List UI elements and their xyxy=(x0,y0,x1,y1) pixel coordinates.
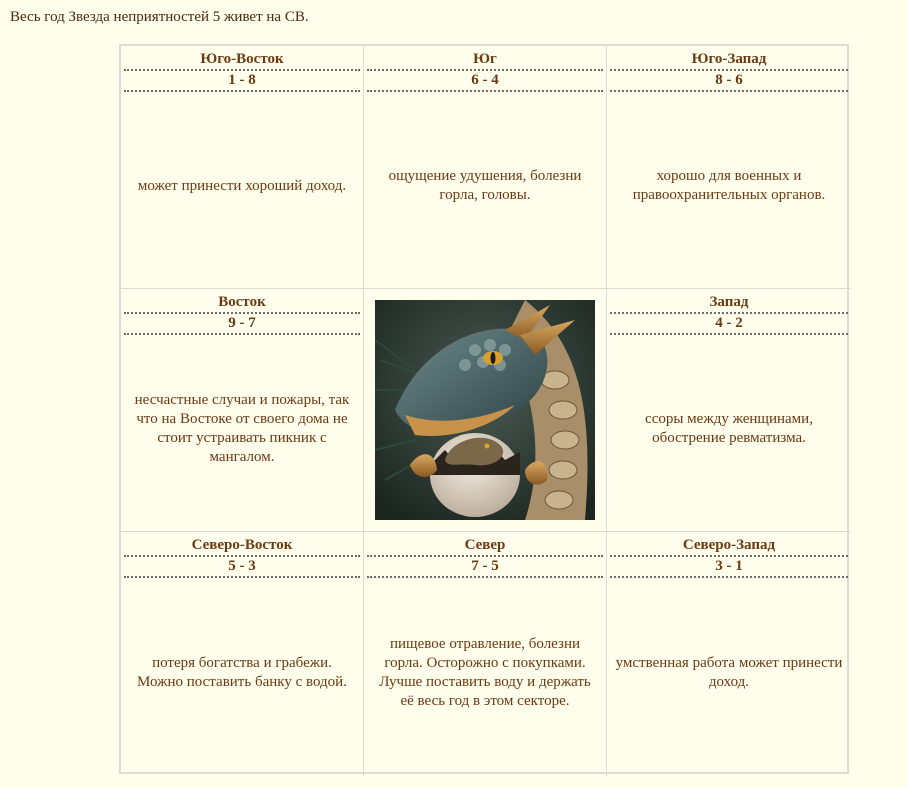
sector-numbers: 9 - 7 xyxy=(124,314,360,335)
sector-north-east xyxy=(121,532,364,776)
sector-description: несчастные случаи и пожары, так что на Востоке от своего дома не стоит устраивать пикник с мангалом. xyxy=(134,392,350,465)
sector-description: ссоры между женщинами, обострение ревматизма. xyxy=(645,411,813,446)
sector-direction: Север xyxy=(367,535,603,557)
sector-description: хорошо для военных и правоохранительных органов. xyxy=(632,168,826,203)
sector-direction: Северо-Восток xyxy=(124,535,360,557)
sector-numbers: 5 - 3 xyxy=(124,557,360,578)
sector-numbers: 4 - 2 xyxy=(610,314,848,335)
sector-direction: Юго-Запад xyxy=(610,49,848,71)
sector-west xyxy=(607,289,851,532)
sector-numbers: 6 - 4 xyxy=(367,71,603,92)
sector-north-west xyxy=(607,532,851,776)
sector-numbers: 8 - 6 xyxy=(610,71,848,92)
sector-direction: Юго-Восток xyxy=(124,49,360,71)
sector-description: умственная работа может принести доход. xyxy=(615,655,843,690)
sector-description: может принести хороший доход. xyxy=(137,177,347,194)
sector-direction: Северо-Запад xyxy=(610,535,848,557)
sector-direction: Юг xyxy=(367,49,603,71)
sector-numbers: 1 - 8 xyxy=(124,71,360,92)
sector-east xyxy=(121,289,364,532)
sector-description: потеря богатства и грабежи. Можно поставить банку с водой. xyxy=(137,655,347,690)
sector-direction: Запад xyxy=(610,292,848,314)
center-cell xyxy=(364,289,607,532)
sector-direction: Восток xyxy=(124,292,360,314)
sector-numbers: 3 - 1 xyxy=(610,557,848,578)
sector-numbers: 7 - 5 xyxy=(367,557,603,578)
sector-south xyxy=(364,46,607,289)
sector-south-east xyxy=(121,46,364,289)
sector-north xyxy=(364,532,607,776)
sector-south-west xyxy=(607,46,851,289)
intro-text: Весь год Звезда неприятностей 5 живет на СВ. xyxy=(10,9,309,25)
dragon-hatchling-image xyxy=(375,300,595,520)
sector-description: ощущение удушения, болезни горла, головы. xyxy=(388,168,582,203)
flying-star-grid xyxy=(119,44,849,774)
sector-description: пищевое отравление, болезни горла. Осторожно с покупками. Лучше поставить воду и держать её весь год в этом секторе. xyxy=(379,636,591,709)
